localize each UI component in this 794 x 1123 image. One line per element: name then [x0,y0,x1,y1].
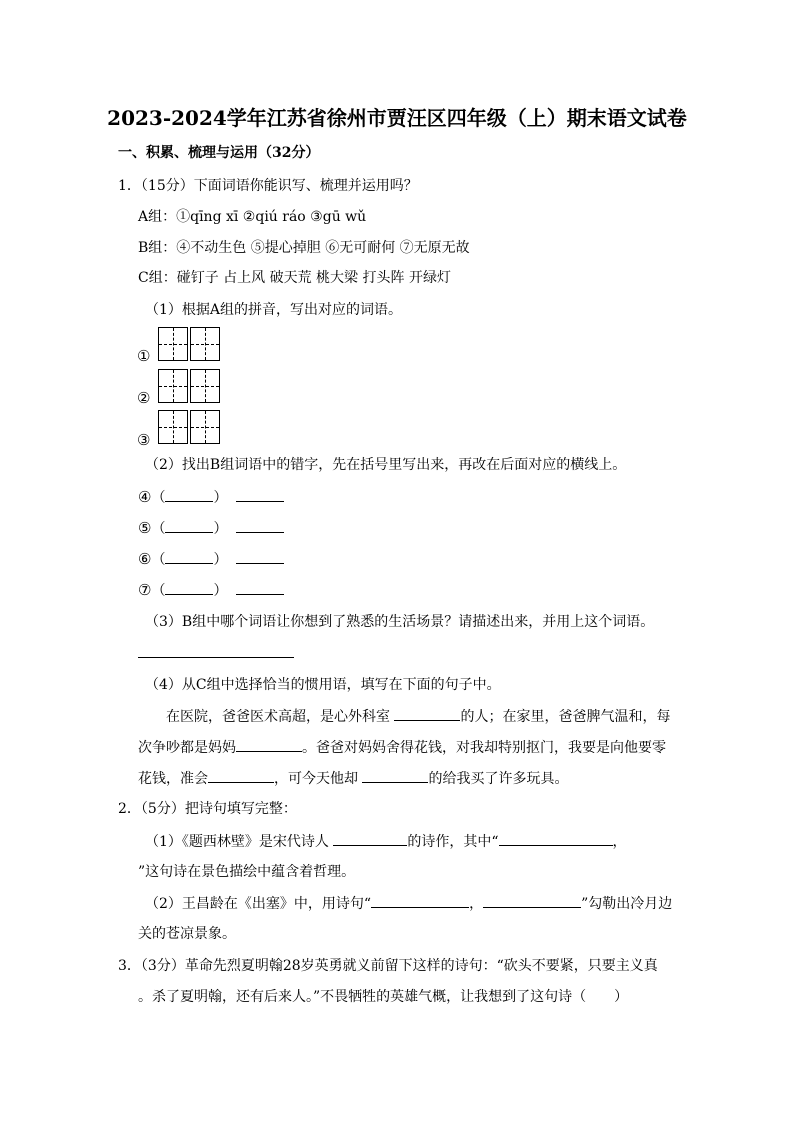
text: 的人；在家里，爸爸脾气温和，每 [460,709,671,725]
fill-blank[interactable] [394,706,460,721]
sub-question-1: （1）根据A组的拼音，写出对应的词语。 [145,302,403,318]
fill-blank[interactable] [333,831,407,846]
fill-blank[interactable] [499,831,613,846]
row-label: ⑤ [138,519,152,537]
group-b-words: B组：④不动生色 ⑤提心掉胆 ⑥无可耐何 ⑦无原无故 [138,240,470,256]
correction-row [138,518,284,539]
question-1-stem: 1．（15分）下面词语你能识写、梳理并运用吗？ [118,178,418,194]
page-title: 2023-2024学年江苏省徐州市贾汪区四年级（上）期末语文试卷 [107,106,687,130]
grid-label: ③ [137,431,151,449]
text: （2）王昌龄在《出塞》中，用诗句“ [145,896,372,912]
text: 花钱，准会 [138,771,208,787]
writing-grid-cell[interactable] [190,327,220,361]
correct-char-blank[interactable] [236,549,284,564]
fill-blank[interactable] [362,768,428,783]
writing-grid-cell[interactable] [190,369,220,403]
writing-grid-cell[interactable] [190,410,220,444]
correction-row [138,549,284,570]
text: （1）《题西林壁》是宋代诗人 [145,834,329,850]
wrong-char-blank[interactable] [165,487,213,502]
fill-paragraph-line-3 [138,768,568,789]
writing-grid-cell[interactable] [158,327,188,361]
row-label: ⑥ [138,550,152,568]
question-3-line-2: 。杀了夏明翰，还有后来人。”不畏牺牲的英雄气概，让我想到了这句诗（ ） [138,989,629,1005]
wrong-char-blank[interactable] [165,580,213,595]
section-heading: 一、积累、梳理与运用（32分） [118,145,320,161]
grid-label: ② [137,389,151,407]
paren-close: ） [213,583,228,599]
writing-grid-cell[interactable] [158,410,188,444]
row-label: ⑦ [138,581,152,599]
text: 的诗作，其中“ [407,834,499,850]
paren-close: ） [213,521,228,537]
fill-blank[interactable] [371,893,469,908]
row-label: ④ [138,488,152,506]
sub-question-3: （3）B组中哪个词语让你想到了熟悉的生活场景？请描述出来，并用上这个词语。 [145,614,655,630]
text: 的给我买了许多玩具。 [428,771,569,787]
text: 。爸爸对妈妈舍得花钱，对我却特别抠门，我要是向他要零 [302,740,666,756]
question-2-stem: 2．（5分）把诗句填写完整： [118,801,297,817]
paren-close: ） [213,490,228,506]
fill-blank[interactable] [208,768,274,783]
wrong-char-blank[interactable] [165,549,213,564]
wrong-char-blank[interactable] [165,518,213,533]
group-c-idioms: C组：碰钉子 占上风 破天荒 桃大梁 打头阵 开绿灯 [138,270,451,286]
sub-question-2: （2）找出B组词语中的错字，先在括号里写出来，再改在后面对应的横线上。 [145,457,627,473]
text: 在医院，爸爸医术高超，是心外科室 [166,709,390,725]
correct-char-blank[interactable] [236,518,284,533]
text: ”勾勒出冷月边 [581,896,673,912]
sub-question-4: （4）从C组中选择恰当的惯用语，填写在下面的句子中。 [145,677,501,693]
paren-open: （ [151,552,166,568]
correction-row [138,580,284,601]
group-a-pinyin: A组：①qīng xī ②qiú ráo ③gū wǔ [138,209,367,225]
text: ，可今天他却 [274,771,358,787]
text: ， [612,834,627,850]
text: 次争吵都是妈妈 [138,740,236,756]
text: ， [469,896,484,912]
writing-grid-cell[interactable] [158,369,188,403]
q2-sub-1-line-2: ”这句诗在景色描绘中蕴含着哲理。 [138,864,356,880]
fill-paragraph-line-1 [166,706,670,727]
correction-row [138,487,284,508]
fill-blank[interactable] [236,737,302,752]
correct-char-blank[interactable] [236,580,284,595]
paren-open: （ [151,490,166,506]
q2-sub-1-line-1 [145,831,627,852]
fill-paragraph-line-2 [138,737,666,758]
grid-label: ① [137,347,151,365]
correct-char-blank[interactable] [236,487,284,502]
q2-sub-2-line-1 [145,893,672,914]
answer-line[interactable] [138,643,294,658]
paren-open: （ [151,583,166,599]
q2-sub-2-line-2: 关的苍凉景象。 [138,926,236,942]
question-3-line-1: 3．（3分）革命先烈夏明翰28岁英勇就义前留下这样的诗句：“砍头不要紧，只要主义真 [118,958,658,974]
paren-open: （ [151,521,166,537]
fill-blank[interactable] [483,893,581,908]
paren-close: ） [213,552,228,568]
